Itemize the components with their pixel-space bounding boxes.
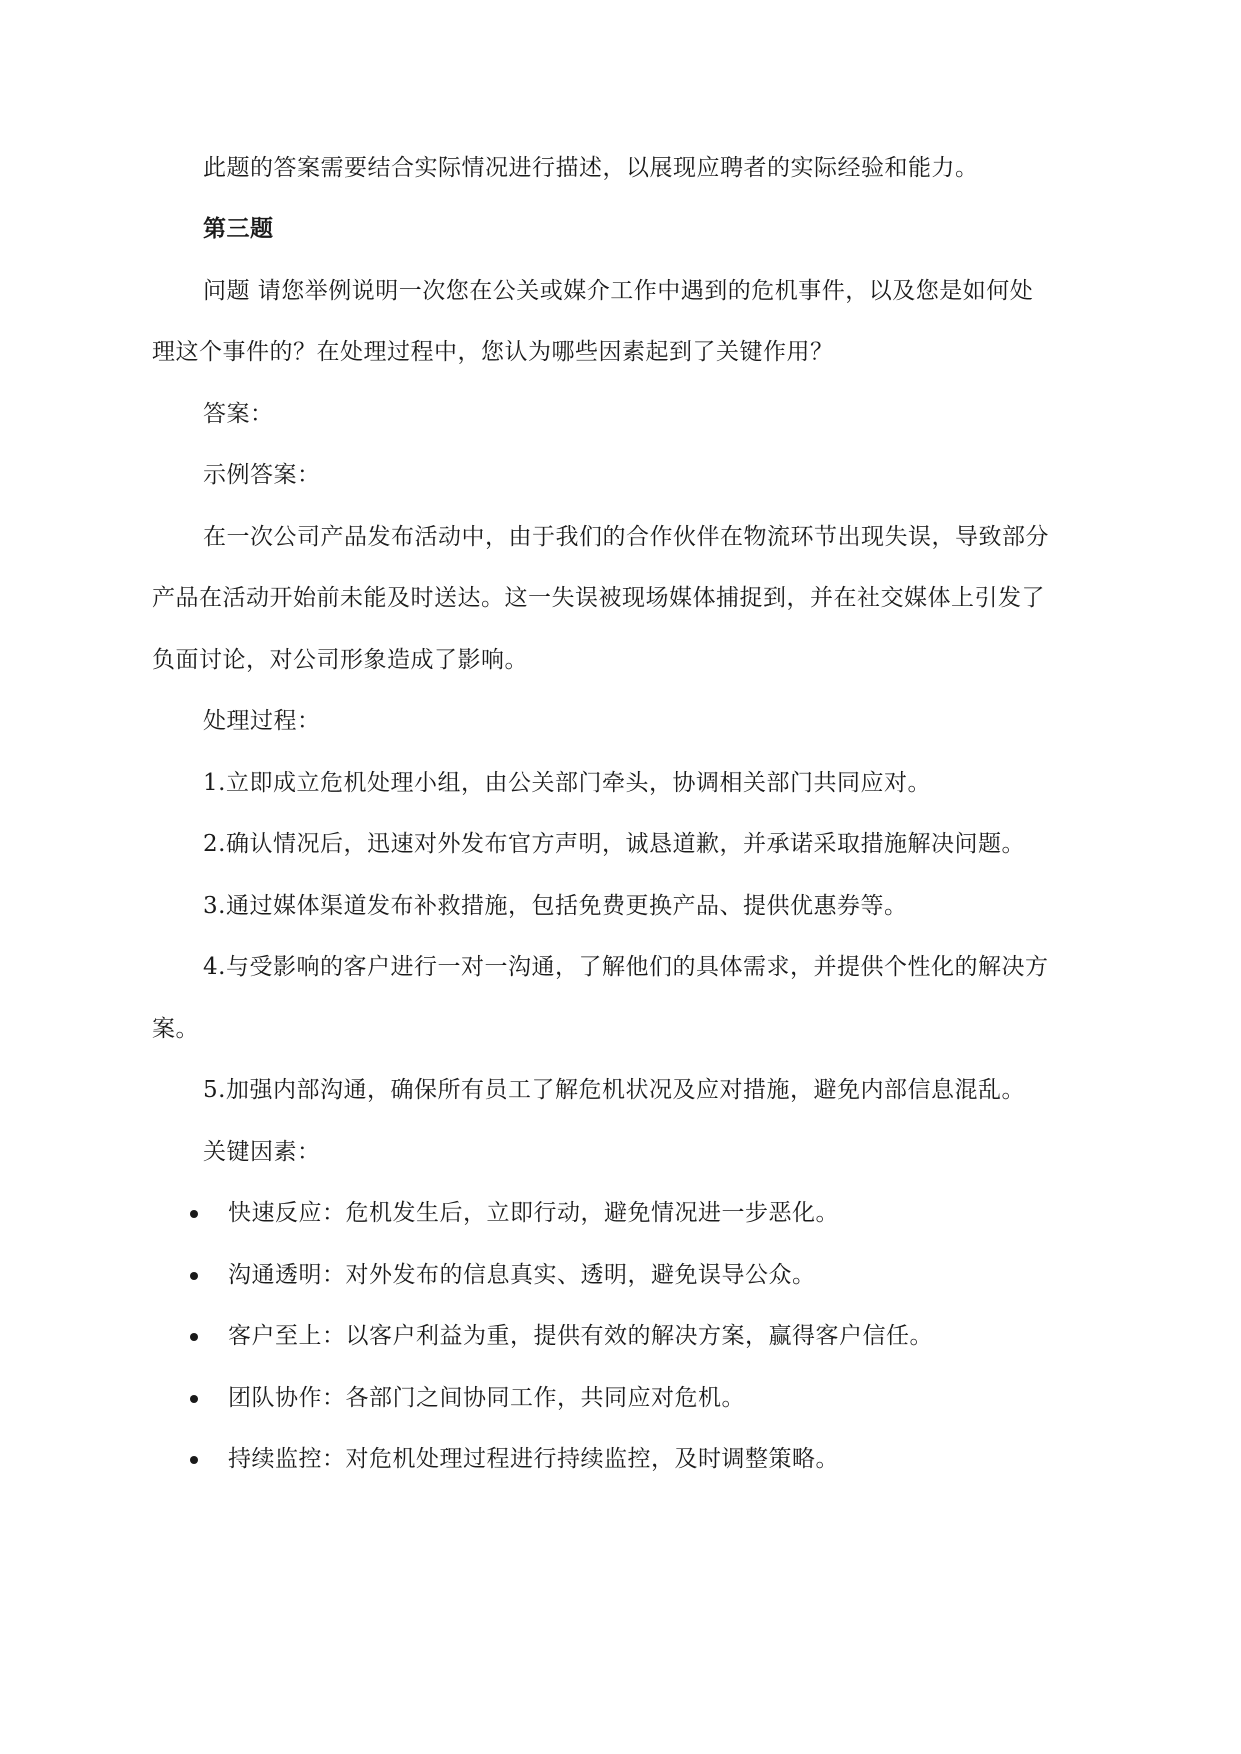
bullet-icon bbox=[190, 1272, 198, 1280]
example-line-2: 产品在活动开始前未能及时送达。这一失误被现场媒体捕捉到，并在社交媒体上引发了 bbox=[152, 585, 1045, 611]
bullet-icon bbox=[190, 1395, 198, 1403]
factor-item: 持续监控：对危机处理过程进行持续监控，及时调整策略。 bbox=[228, 1446, 839, 1472]
factor-item: 快速反应：危机发生后，立即行动，避免情况进一步恶化。 bbox=[228, 1200, 839, 1226]
answer-label: 答案： bbox=[203, 401, 274, 427]
process-step-5: 5.加强内部沟通，确保所有员工了解危机状况及应对措施，避免内部信息混乱。 bbox=[203, 1077, 1025, 1103]
example-line-3: 负面讨论，对公司形象造成了影响。 bbox=[152, 647, 528, 673]
process-step-2: 2.确认情况后，迅速对外发布官方声明，诚恳道歉，并承诺采取措施解决问题。 bbox=[203, 831, 1025, 857]
process-step-4: 4.与受影响的客户进行一对一沟通，了解他们的具体需求，并提供个性化的解决方 bbox=[203, 954, 1049, 980]
process-step-1: 1.立即成立危机处理小组，由公关部门牵头，协调相关部门共同应对。 bbox=[203, 770, 931, 796]
intro-paragraph: 此题的答案需要结合实际情况进行描述，以展现应聘者的实际经验和能力。 bbox=[203, 155, 979, 181]
factor-item: 客户至上：以客户利益为重，提供有效的解决方案，赢得客户信任。 bbox=[228, 1323, 933, 1349]
process-step-4-continued: 案。 bbox=[152, 1016, 199, 1042]
process-step-3: 3.通过媒体渠道发布补救措施，包括免费更换产品、提供优惠券等。 bbox=[203, 893, 908, 919]
section-title: 第三题 bbox=[203, 215, 274, 242]
bullet-icon bbox=[190, 1333, 198, 1341]
process-label: 处理过程： bbox=[203, 708, 321, 734]
example-line-1: 在一次公司产品发布活动中，由于我们的合作伙伴在物流环节出现失误，导致部分 bbox=[203, 524, 1049, 550]
factor-item: 沟通透明：对外发布的信息真实、透明，避免误导公众。 bbox=[228, 1262, 816, 1288]
bullet-icon bbox=[190, 1456, 198, 1464]
example-label: 示例答案： bbox=[203, 462, 321, 488]
question-line-1: 问题 请您举例说明一次您在公关或媒介工作中遇到的危机事件，以及您是如何处 bbox=[203, 278, 1034, 304]
factors-label: 关键因素： bbox=[203, 1139, 321, 1165]
question-line-2: 理这个事件的？在处理过程中，您认为哪些因素起到了关键作用？ bbox=[152, 339, 834, 365]
factor-item: 团队协作：各部门之间协同工作，共同应对危机。 bbox=[228, 1385, 745, 1411]
bullet-icon bbox=[190, 1210, 198, 1218]
